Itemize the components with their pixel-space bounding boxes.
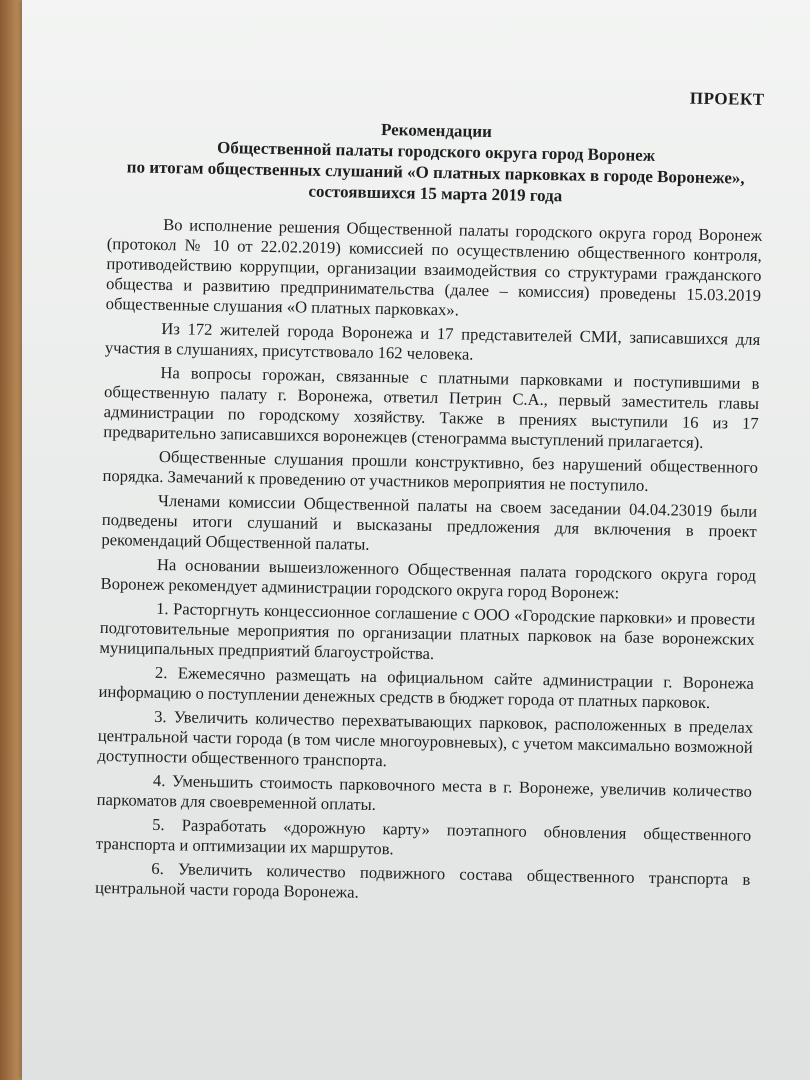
paragraph: На основании вышеизложенного Общественная палата городского округа город Воронеж рекомендует администрации городского округа город Воронеж: bbox=[100, 554, 757, 603]
paragraph: Во исполнение решения Общественной палаты городского округа город Воронеж (протокол № 10 от 22.02.2019) комиссией по осуществлению общественного контроля, противодействию коррупции, организации взаимодействия со структурами гражданского общества и развитию предпринимательства (далее – комиссия) проведены 15.03.2019 общественные слушания «О платных парковках». bbox=[105, 215, 763, 320]
recommendation-item: 3. Увеличить количество перехватывающих парковок, расположенных в пределах центральной части города (в том числе многоуровневых), с учетом максимально возможной доступности общественного транспорта. bbox=[97, 706, 754, 771]
paragraph: Общественные слушания прошли конструктивно, без нарушений общественного порядка. Замечаний к проведению от участников мероприятия не поступило. bbox=[102, 446, 759, 495]
title-line: Общественной палаты городского округа город Воронеж bbox=[216, 137, 656, 166]
title-line: Рекомендации bbox=[380, 119, 493, 142]
paragraph: Членами комиссии Общественной палаты на своем заседании 04.04.23019 были подведены итоги слушаний и высказаны предложения для включения в проект рекомендаций Общественной палаты. bbox=[101, 490, 758, 554]
recommendation-item: 4. Уменьшить стоимость парковочного места в г. Воронеже, увеличив количество паркоматов для своевременной оплаты. bbox=[96, 770, 753, 814]
document-title bbox=[108, 114, 764, 210]
recommendation-item: 2. Ежемесячно размещать на официальном сайте администрации г. Воронежа информацию о поступлении денежных средств в бюджет города от платных парковок. bbox=[98, 662, 755, 713]
paragraph: Из 172 жителей города Воронежа и 17 представителей СМИ, записавшихся для участия в слушаниях, присутствовало 162 человека. bbox=[104, 318, 761, 364]
recommendation-item: 6. Увеличить количество подвижного состава общественного транспорта в центральной части города Воронежа. bbox=[94, 858, 751, 902]
document-body bbox=[95, 72, 765, 914]
recommendation-item: 1. Расторгнуть концессионное соглашение с ООО «Городские парковки» и провести подготовительные мероприятия по организации платных парковок на базе воронежских муниципальных предприятий благоустройства. bbox=[99, 598, 756, 664]
draft-mark: ПРОЕКТ bbox=[689, 88, 765, 109]
title-line: по итогам общественных слушаний «О платных парковках в городе Воронеже», состоявшихся 15 марта 2019 года bbox=[126, 157, 745, 206]
paragraph: На вопросы горожан, связанные с платными парковками и поступившими в общественную палату г. Воронежа, ответил Петрин С.А., первый заместитель главы администрации по городскому хозяйству. Также в прениях выступили 16 из 17 предварительно записавшихся воронежцев (стенограмма выступлений прилагается). bbox=[103, 362, 760, 452]
recommendation-item: 5. Разработать «дорожную карту» поэтапного обновления общественного транспорта и оптимизации их маршрутов. bbox=[95, 814, 752, 859]
